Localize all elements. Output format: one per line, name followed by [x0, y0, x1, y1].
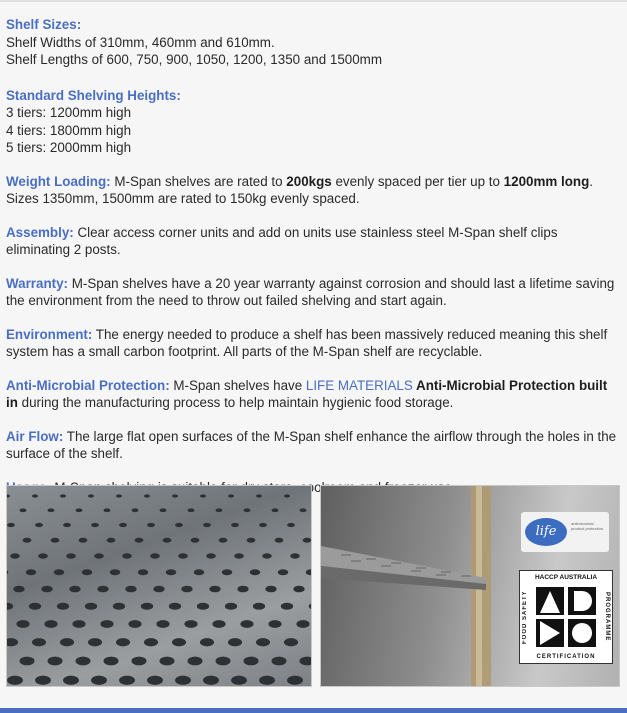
shelf-hole [172, 638, 186, 646]
shelf-hole [91, 523, 99, 527]
shelf-lengths-line: Shelf Lengths of 600, 750, 900, 1050, 1200, 1350 and 1500mm [6, 52, 382, 67]
life-materials-brand: LIFE MATERIALS [305, 377, 413, 393]
shelf-hole [13, 586, 24, 593]
shelf-hole [240, 620, 253, 628]
airflow-text: The large flat open surfaces of the M-Span shelf enhance the airflow through the holes in the surface of the shelf. [6, 428, 617, 461]
height-line: 4 tiers: 1800mm high [6, 122, 132, 138]
airflow-label: Air Flow: [6, 428, 64, 444]
shelf-hole [125, 586, 136, 593]
shelf-hole [44, 620, 57, 628]
assembly-section [6, 224, 618, 259]
haccp-top-text: HACCP AUSTRALIA [534, 574, 598, 581]
weight-text: . [589, 173, 593, 189]
shelf-hole [259, 676, 275, 685]
shelf-hole [41, 586, 52, 593]
shelf-hole [284, 638, 298, 646]
shelf-hole [228, 494, 234, 497]
shelf-hole [203, 523, 211, 527]
shelf-hole [272, 657, 287, 666]
shelf-hole [7, 603, 13, 610]
shelf-hole [188, 657, 203, 666]
shelf-hole [7, 638, 18, 646]
shelf-hole [259, 523, 267, 527]
shelf-hole [7, 569, 8, 575]
shelf-hole [181, 586, 192, 593]
heights-heading: Standard Shelving Heights: [6, 87, 181, 103]
shelf-hole [206, 553, 216, 558]
shelf-hole [293, 586, 304, 593]
warranty-text: M-Span shelves have a 20 year warranty against corrosion and should last a lifetime saving the environment from the need to throw out failed shelving and start again. [6, 275, 615, 308]
shelf-hole [63, 523, 71, 527]
shelf-hole [29, 603, 41, 610]
weight-line-2: Sizes 1350mm, 1500mm are rated to 150kg evenly spaced. [6, 191, 360, 206]
shelf-hole [91, 676, 107, 685]
height-line: 3 tiers: 1200mm high [6, 105, 132, 120]
antimicrobial-text: during the manufacturing process to help maintain hygienic food storage. [17, 395, 454, 410]
shelf-hole [244, 508, 251, 512]
antimicrobial-label: Anti-Microbial Protection: [6, 377, 170, 393]
shelf-hole [160, 508, 167, 512]
shelf-hole [184, 620, 197, 628]
shelf-hole [228, 638, 242, 646]
shelf-hole [26, 569, 37, 575]
assembly-label: Assembly: [6, 224, 74, 240]
shelf-hole [132, 657, 147, 666]
shelf-hole [200, 494, 206, 497]
shelf-hole [119, 523, 127, 527]
shelf-hole [200, 638, 214, 646]
haccp-mark-icon [534, 585, 598, 649]
shelf-hole [166, 569, 177, 575]
shelf-hole [116, 494, 122, 497]
weight-text: evenly spaced per tier up to [331, 173, 504, 189]
haccp-certification-badge [519, 570, 613, 664]
life-logo-mark: life [525, 518, 567, 546]
shelf-hole [88, 494, 94, 497]
shelf-hole [48, 657, 63, 666]
shelf-hole [85, 603, 97, 610]
shelf-hole [256, 494, 262, 497]
shelf-hole [66, 553, 76, 558]
shelf-hole [128, 620, 141, 628]
shelf-hole [188, 508, 195, 512]
shelf-hole [203, 676, 219, 685]
shelf-hole [132, 508, 139, 512]
environment-section [6, 326, 618, 361]
height-line: 5 tiers: 2000mm high [6, 140, 132, 155]
shelf-hole [20, 508, 27, 512]
shelf-hole [300, 657, 312, 666]
shelf-hole [141, 603, 153, 610]
shelf-hole [144, 494, 150, 497]
shelf-hole [163, 538, 172, 543]
shelf-hole [225, 603, 237, 610]
shelf-widths-line: Shelf Widths of 310mm, 460mm and 610mm. [6, 34, 275, 50]
antimicrobial-section [6, 377, 618, 412]
shelf-hole [256, 638, 270, 646]
shelf-hole [281, 603, 293, 610]
shelf-hole [153, 586, 164, 593]
spec-content [6, 16, 618, 496]
shelf-hole [72, 620, 85, 628]
shelf-hole [150, 553, 160, 558]
shelf-hole [7, 494, 10, 497]
shelf-hole [122, 553, 132, 558]
shelf-hole [169, 603, 181, 610]
bottom-accent-bar [0, 708, 627, 713]
life-materials-logo [521, 512, 609, 552]
shelf-hole [104, 508, 111, 512]
shelf-hole [104, 657, 119, 666]
warranty-label: Warranty: [6, 275, 69, 291]
shelf-hole [10, 553, 20, 558]
shelf-hole [268, 620, 281, 628]
shelf-hole [116, 638, 130, 646]
warranty-section [6, 275, 618, 310]
shelf-hole [7, 523, 15, 527]
haccp-bottom-text: CERTIFICATION [536, 654, 596, 660]
shelf-hole [113, 603, 125, 610]
shelf-hole [296, 620, 309, 628]
shelf-hole [212, 620, 225, 628]
shelf-hole [69, 586, 80, 593]
shelf-hole [57, 603, 69, 610]
shelf-hole [135, 538, 144, 543]
shelf-hole [23, 538, 32, 543]
shelf-hole [147, 523, 155, 527]
shelf-hole [16, 620, 29, 628]
shelf-hole [100, 620, 113, 628]
shelf-hole [32, 494, 38, 497]
shelf-hole [216, 657, 231, 666]
shelf-hole [234, 553, 244, 558]
shelf-hole [48, 508, 55, 512]
shelf-hole [38, 553, 48, 558]
shelf-hole [175, 523, 183, 527]
shelf-hole [51, 538, 60, 543]
shelf-hole [253, 603, 265, 610]
shelf-hole [278, 569, 289, 575]
weight-bold-length: 1200mm long [503, 173, 590, 189]
shelf-hole [262, 553, 272, 558]
shelf-hole [290, 553, 300, 558]
shelf-hole [110, 569, 121, 575]
shelf-hole [20, 657, 35, 666]
shelf-hole [219, 538, 228, 543]
environment-text: The energy needed to produce a shelf has been massively reduced meaning this shelf system has a small carbon footprint. All parts of the M-Span shelf are recyclable. [6, 326, 608, 359]
shelf-hole [287, 523, 295, 527]
shelf-hole [222, 569, 233, 575]
shelf-hole [160, 657, 175, 666]
top-divider [0, 0, 627, 2]
antimicrobial-bold: Anti-Microbial Protection built in [6, 377, 608, 410]
shelf-hole [250, 569, 261, 575]
shelf-hole [300, 508, 307, 512]
shelf-hole [231, 676, 247, 685]
shelf-hole [82, 569, 93, 575]
shelf-hole [197, 603, 209, 610]
shelf-hole [32, 638, 46, 646]
shelf-hole [94, 553, 104, 558]
shelf-hole [287, 676, 303, 685]
shelf-hole [35, 523, 43, 527]
shelf-hole [309, 603, 311, 610]
shelf-hole [54, 569, 65, 575]
shelf-hole [79, 538, 88, 543]
shelf-hole [172, 494, 178, 497]
shelf-unit-photo [320, 485, 620, 687]
shelf-hole [88, 638, 102, 646]
shelf-hole [247, 538, 256, 543]
shelf-hole [107, 538, 116, 543]
shelf-hole [272, 508, 279, 512]
shelf-hole [191, 538, 200, 543]
shelf-hole [178, 553, 188, 558]
shelf-hole [216, 508, 223, 512]
antimicrobial-text: M-Span shelves have [169, 377, 306, 393]
shelf-hole [231, 523, 239, 527]
perforated-shelf-photo [6, 485, 312, 687]
shelf-hole [237, 586, 248, 593]
shelf-hole [144, 638, 158, 646]
product-photos [6, 485, 618, 685]
shelf-hole [60, 494, 66, 497]
shelf-hole [275, 538, 284, 543]
life-logo-caption: antimicrobial product protection [571, 521, 604, 531]
shelf-hole [138, 569, 149, 575]
shelf-hole [119, 676, 135, 685]
shelf-sizes-heading: Shelf Sizes: [6, 17, 82, 32]
shelf-hole [194, 569, 205, 575]
weight-text: M-Span shelves are rated to [110, 173, 287, 189]
shelf-hole [265, 586, 276, 593]
environment-label: Environment: [6, 326, 93, 342]
shelf-hole [35, 676, 51, 685]
shelf-holes-pattern [7, 486, 311, 686]
airflow-section [6, 428, 618, 463]
weight-bold-value: 200kgs [286, 173, 332, 189]
shelf-hole [76, 508, 83, 512]
shelf-hole [306, 569, 311, 575]
weight-label: Weight Loading: [6, 173, 111, 189]
shelf-hole [7, 676, 23, 685]
shelf-hole [175, 676, 191, 685]
shelf-hole [284, 494, 290, 497]
shelf-hole [209, 586, 220, 593]
shelf-hole [76, 657, 91, 666]
heights-section [6, 87, 618, 157]
shelf-hole [156, 620, 169, 628]
shelf-hole [97, 586, 108, 593]
assembly-text: Clear access corner units and add on units use stainless steel M-Span shelf clips eliminating 2 posts. [6, 224, 558, 257]
shelf-sizes-section [6, 16, 618, 69]
shelf-hole [60, 638, 74, 646]
shelf-hole [147, 676, 163, 685]
shelf-hole [244, 657, 259, 666]
haccp-left-text: FOOD SAFETY [522, 590, 528, 644]
weight-section [6, 173, 618, 208]
shelf-hole [63, 676, 79, 685]
haccp-right-text: PROGRAMME [604, 592, 610, 642]
shelf-hole [303, 538, 311, 543]
